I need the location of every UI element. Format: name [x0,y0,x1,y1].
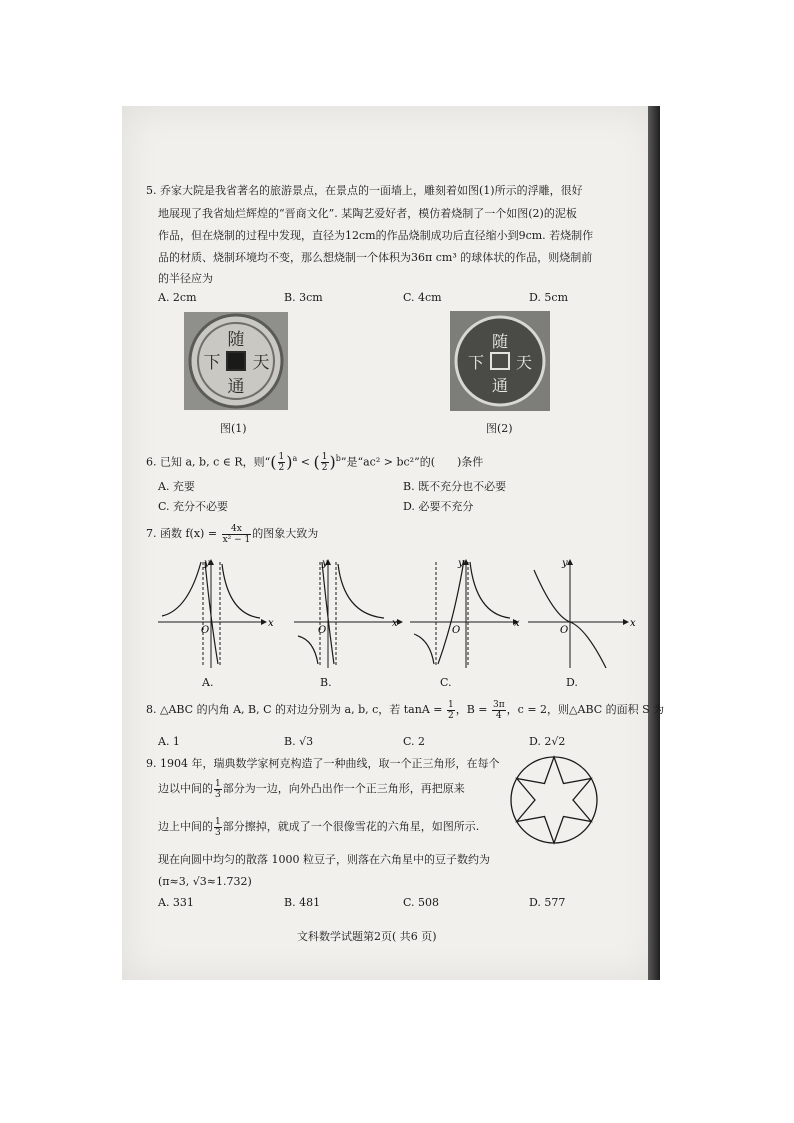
q9-line1: 9. 1904 年，瑞典数学家柯克构造了一种曲线，取一个正三角形，在每个 [146,757,500,770]
q5-line4: 品的材质、烧制环境均不变，那么想烧制一个体积为36π cm³ 的球体状的作品，则烧制前 [158,251,593,264]
q6-prefix: 6. 已知 a, b, c ∈ R，则“ [146,455,271,469]
coin1-char-right: 天 [252,353,270,373]
q8-prefix: 8. △ABC 的内角 A, B, C 的对边分别为 a, b, c，若 tanA = [146,703,446,716]
q7-fraction: $\frac{4x}{\text{x² − 1}}$ [222,523,251,545]
q9-option-a: A. 331 [158,896,194,909]
q6-exp-a: a [292,454,298,463]
q5-option-c: C. 4cm [403,291,442,304]
q9-fraction-1: $\frac{1}{3}$ [215,778,221,800]
q5-option-b: B. 3cm [284,291,323,304]
q8-option-d: D. 2√2 [529,735,566,748]
page-footer: 文科数学试题第2页( 共6 页) [297,930,437,943]
svg-text:x: x [630,618,636,629]
q7-prefix: 7. 函数 f(x) = [146,527,221,540]
q6-option-d: D. 必要不充分 [403,500,474,513]
q9-line2: 边以中间的 $\frac{1}{3}$ 部分为一边，向外凸出作一个正三角形，再把原来 [158,778,465,800]
q5-option-d: D. 5cm [529,291,569,304]
q6-stem: 6. 已知 a, b, c ∈ R，则“( $\frac{1}{2}$ )$^a$ < ( $\frac{1}{2}$ )$^b$”是“ac² > bc²”的( )条件 [146,452,484,474]
q5-line3: 作品，但在烧制的过程中发现，直径为12cm的作品烧制成功后直径缩小到9cm. 若烧制作 [158,229,594,242]
q6-exp-b: b [335,454,341,463]
coin2-char-top: 随 [491,332,509,351]
clay-coin-photo [450,311,550,411]
q6-option-c: C. 充分不必要 [158,500,229,513]
q7-stem [146,521,318,547]
q8-option-c: C. 2 [403,735,426,748]
svg-text:y: y [458,558,464,569]
q7-label-c: C. [440,676,452,689]
q8-option-b: B. √3 [284,735,314,748]
q5-line1: 5. 乔家大院是我省著名的旅游景点，在景点的一面墙上，雕刻着如图(1)所示的浮雕，很好 [146,184,583,197]
q6-fraction-1: $\frac{1}{2}$ [278,452,285,474]
q6-option-b: B. 既不充分也不必要 [403,480,507,493]
q5-line5: 的半径应为 [158,272,213,285]
q8-b-fraction: $\frac{3\pi}{4}$ [493,699,505,721]
coin2-char-bottom: 通 [491,376,509,395]
svg-text:y: y [562,558,568,569]
q8-stem: 8. △ABC 的内角 A, B, C 的对边分别为 a, b, c，若 tanA = $\frac{1}{2}$ ，B = $\frac{3\pi}{4}$ ，c = 2，则△ABC 的面积 S 为 [146,699,665,721]
coin1-char-top: 随 [227,330,245,350]
q7-suffix: 的图象大致为 [252,527,319,540]
svg-text:y: y [322,558,328,569]
svg-text:O: O [560,625,569,636]
q9-option-d: D. 577 [529,896,566,909]
graph-a [158,558,274,668]
graph-b [294,558,402,668]
q9-option-b: B. 481 [284,896,321,909]
coin1-char-left: 下 [203,353,221,373]
svg-text:x: x [392,618,398,629]
q5-line2: 地展现了我省灿烂辉煌的“晋商文化”. 某陶艺爱好者，模仿着烧制了一个如图(2)的泥板 [158,207,577,220]
q6-suffix: ”是“ac² > bc²”的( )条件 [340,455,484,469]
fig1-caption: 图(1) [220,422,247,435]
coin2-char-right: 天 [515,353,533,372]
q9-line3: 边上中间的 $\frac{1}{3}$ 部分擦掉，就成了一个很像雪花的六角星，如图所示. [158,816,480,838]
q8-suffix: ，c = 2，则△ABC 的面积 S 为 [506,703,665,716]
graph-c [410,558,520,668]
relief-coin-photo [184,312,288,410]
coin1-char-bottom: 通 [227,377,245,397]
scan-edge-shadow [648,106,660,980]
svg-text:y: y [204,558,210,569]
q7-label-b: B. [320,676,332,689]
svg-text:x: x [268,618,274,629]
svg-text:x: x [514,618,520,629]
q7-graphs [158,556,638,676]
snowflake-hexagram-figure [508,754,600,846]
q9-line4: 现在向圆中均匀的散落 1000 粒豆子，则落在六角星中的豆子数约为 [158,853,490,866]
q6-fraction-2: $\frac{1}{2}$ [321,452,328,474]
q8-tan-fraction: $\frac{1}{2}$ [447,699,454,721]
q9-line5: (π≈3, √3≈1.732) [158,875,252,888]
q9-option-c: C. 508 [403,896,440,909]
q9-fraction-2: $\frac{1}{3}$ [215,816,221,838]
q5-option-a: A. 2cm [158,291,197,304]
svg-text:O: O [452,625,461,636]
graph-d [528,558,636,668]
svg-text:O: O [201,625,210,636]
svg-text:O: O [318,625,327,636]
q6-option-a: A. 充要 [158,480,195,493]
coin2-char-left: 下 [467,353,485,372]
fig2-caption: 图(2) [486,422,513,435]
q8-option-a: A. 1 [158,735,180,748]
q7-label-a: A. [202,676,214,689]
q7-label-d: D. [566,676,578,689]
